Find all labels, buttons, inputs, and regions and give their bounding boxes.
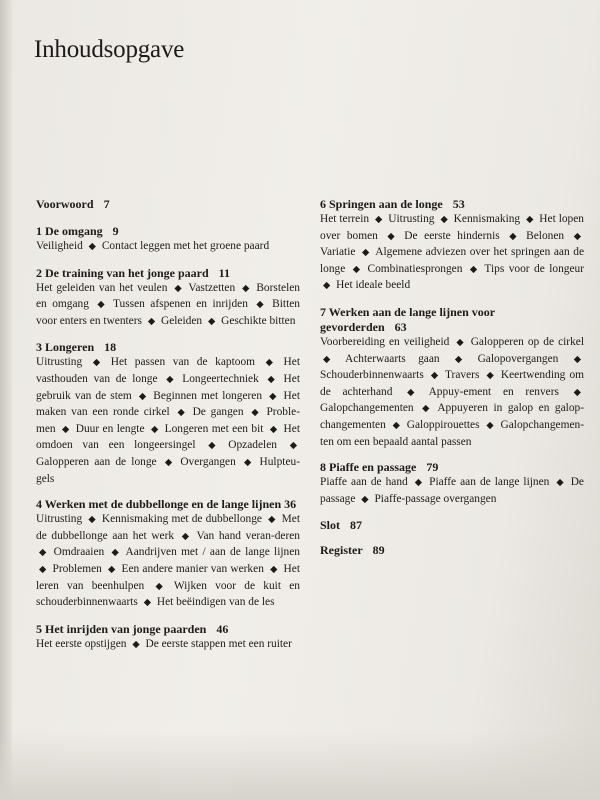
toc-entry-topics: Veiligheid ◆ Contact leggen met het groene paard xyxy=(36,239,300,256)
diamond-separator-icon: ◆ xyxy=(440,215,448,225)
toc-entry-page: 89 xyxy=(372,543,385,558)
toc-entry-chapter-1 xyxy=(36,224,300,256)
diamond-separator-icon: ◆ xyxy=(486,420,494,431)
toc-entry-chapter-6 xyxy=(320,197,584,295)
toc-entry-title: 1 De omgang xyxy=(36,224,103,238)
diamond-separator-icon: ◆ xyxy=(92,358,101,369)
diamond-separator-icon: ◆ xyxy=(323,281,331,292)
toc-entry-chapter-7 xyxy=(320,305,584,450)
toc-entry-title: 4 Werken met de dubbellonge en de lange lijnen 36 xyxy=(36,497,297,512)
toc-entry-chapter-4 xyxy=(36,497,300,612)
diamond-separator-icon: ◆ xyxy=(454,354,463,365)
toc-right-column xyxy=(320,197,584,568)
diamond-separator-icon: ◆ xyxy=(208,441,216,452)
diamond-separator-icon: ◆ xyxy=(251,408,259,419)
toc-entry-topics: Het terrein ◆ Uitrusting ◆ Kennismaking ◆ Het lopen over bomen ◆ De eerste hindernis ◆ Belonen ◆ Variatie ◆ Algemene adviezen over het springen aan de longe ◆ Combinatiesprongen ◆ Tips voor de longeur ◆ Het ideale beeld xyxy=(320,212,584,295)
toc-entry-page: 11 xyxy=(218,265,231,280)
toc-entry-page: 79 xyxy=(426,460,439,475)
diamond-separator-icon: ◆ xyxy=(407,387,415,398)
diamond-separator-icon: ◆ xyxy=(573,231,582,242)
toc-entry-title: 2 De training van het jonge paard xyxy=(36,265,209,280)
toc-entry-chapter-5 xyxy=(36,622,300,654)
diamond-separator-icon: ◆ xyxy=(244,457,252,468)
toc-entry-page: 63 xyxy=(394,319,407,334)
diamond-separator-icon: ◆ xyxy=(392,420,400,431)
diamond-separator-icon: ◆ xyxy=(147,316,156,327)
diamond-separator-icon: ◆ xyxy=(430,371,439,382)
diamond-separator-icon: ◆ xyxy=(181,531,190,542)
diamond-separator-icon: ◆ xyxy=(177,408,185,419)
toc-entry-topics: Piaffe aan de hand ◆ Piaffe aan de lange lijnen ◆ De passage ◆ Piaffe-passage overgangen xyxy=(320,475,584,508)
diamond-separator-icon: ◆ xyxy=(265,358,273,369)
diamond-separator-icon: ◆ xyxy=(268,515,276,526)
toc-entry-topics: Het eerste opstijgen ◆ De eerste stappen met een ruiter xyxy=(36,637,300,654)
page-binding-shadow xyxy=(0,0,12,800)
diamond-separator-icon: ◆ xyxy=(362,248,370,259)
toc-entry-chapter-2 xyxy=(36,266,300,331)
diamond-separator-icon: ◆ xyxy=(573,354,581,365)
diamond-separator-icon: ◆ xyxy=(256,300,264,311)
diamond-separator-icon: ◆ xyxy=(375,215,383,225)
diamond-separator-icon: ◆ xyxy=(509,231,517,242)
diamond-separator-icon: ◆ xyxy=(526,215,534,225)
toc-entry-page: 87 xyxy=(350,518,363,533)
diamond-separator-icon: ◆ xyxy=(422,404,430,415)
diamond-separator-icon: ◆ xyxy=(174,283,182,294)
toc-entry-topics: Voorbereiding en veiligheid ◆ Galopperen op de cirkel ◆ Achterwaarts gaan ◆ Galopovergangen ◆ Schouderbinnenwaarts ◆ Travers ◆ Keertwending om de achterhand ◆ Appuy-ement en renvers ◆ Galopchangementen ◆ Appuyeren in galop en galop-changementen ◆ Galoppirouettes ◆ Galopchangemen-ten om een bepaald aantal passen xyxy=(320,335,585,448)
diamond-separator-icon: ◆ xyxy=(150,424,159,435)
toc-entry-register xyxy=(320,543,584,558)
diamond-separator-icon: ◆ xyxy=(39,548,47,559)
toc-entry-page: 53 xyxy=(452,197,465,211)
diamond-separator-icon: ◆ xyxy=(132,639,140,650)
diamond-separator-icon: ◆ xyxy=(164,457,173,468)
page-bottom-shadow xyxy=(0,730,600,800)
toc-entry-title: 8 Piaffe en passage xyxy=(320,460,417,475)
diamond-separator-icon: ◆ xyxy=(269,391,277,402)
diamond-separator-icon: ◆ xyxy=(352,264,361,275)
toc-entry-chapter-3 xyxy=(36,340,300,487)
diamond-separator-icon: ◆ xyxy=(414,478,423,489)
toc-entry-page: 9 xyxy=(112,224,119,238)
diamond-separator-icon: ◆ xyxy=(242,283,250,294)
toc-entry-title: 5 Het inrijden van jonge paarden xyxy=(36,621,207,636)
toc-left-column xyxy=(36,197,300,663)
diamond-separator-icon: ◆ xyxy=(270,564,278,575)
page-title: Inhoudsopgave xyxy=(34,36,185,63)
toc-entry-title: Slot xyxy=(320,518,341,533)
diamond-separator-icon: ◆ xyxy=(267,374,275,385)
toc-entry-page: 46 xyxy=(216,621,229,636)
toc-entry-chapter-8 xyxy=(320,460,584,508)
diamond-separator-icon: ◆ xyxy=(39,564,47,575)
toc-entry-title: 6 Springen aan de longe xyxy=(320,197,443,211)
toc-entry-title: 3 Longeren xyxy=(36,340,95,355)
diamond-separator-icon: ◆ xyxy=(469,264,478,275)
diamond-separator-icon: ◆ xyxy=(556,478,564,489)
diamond-separator-icon: ◆ xyxy=(269,424,278,435)
diamond-separator-icon: ◆ xyxy=(108,564,116,575)
diamond-separator-icon: ◆ xyxy=(573,387,581,398)
diamond-separator-icon: ◆ xyxy=(166,374,174,385)
toc-entry-title: Register xyxy=(320,543,363,558)
diamond-separator-icon: ◆ xyxy=(88,242,96,252)
diamond-separator-icon: ◆ xyxy=(138,391,147,402)
diamond-separator-icon: ◆ xyxy=(97,300,105,311)
diamond-separator-icon: ◆ xyxy=(456,337,464,348)
toc-entry-slot xyxy=(320,518,584,533)
diamond-separator-icon: ◆ xyxy=(88,515,96,526)
diamond-separator-icon: ◆ xyxy=(155,581,163,592)
diamond-separator-icon: ◆ xyxy=(62,424,70,435)
toc-entry-page: 18 xyxy=(104,340,117,355)
diamond-separator-icon: ◆ xyxy=(387,231,395,242)
diamond-separator-icon: ◆ xyxy=(143,598,152,609)
diamond-separator-icon: ◆ xyxy=(289,441,297,452)
diamond-separator-icon: ◆ xyxy=(361,494,369,505)
toc-entry-page: 7 xyxy=(103,197,110,211)
diamond-separator-icon: ◆ xyxy=(111,548,119,559)
toc-entry-title: Voorwoord xyxy=(36,197,94,211)
diamond-separator-icon: ◆ xyxy=(323,354,331,365)
toc-entry-topics: Uitrusting ◆ Het passen van de kaptoom ◆ Het vasthouden van de longe ◆ Longeertechniek ◆ Het gebruik van de stem ◆ Beginnen met longeren ◆ Het maken van een ronde cirkel ◆ De gangen ◆ Proble-men ◆ Duur en lengte ◆ Longeren met een bit ◆ Het omdoen van een longeersingel ◆ Opzadelen ◆ Galopperen aan de longe ◆ Overgangen ◆ Hulpteu-gels xyxy=(36,356,301,485)
toc-entry-title: 7 Werken aan de lange lijnen voor gevorderden xyxy=(320,304,495,334)
diamond-separator-icon: ◆ xyxy=(486,371,494,382)
diamond-separator-icon: ◆ xyxy=(207,316,216,327)
toc-entry-topics: Uitrusting ◆ Kennismaking met de dubbellonge ◆ Met de dubbellonge aan het werk ◆ Van hand veran-deren ◆ Omdraaien ◆ Aandrijven met / aan de lange lijnen ◆ Problemen ◆ Een andere manier van werken ◆ Het leren van beenhulpen ◆ Wijken voor de kuit en schouderbinnenwaarts ◆ Het beëindigen van de les xyxy=(36,512,300,612)
toc-entry-topics: Het geleiden van het veulen ◆ Vastzetten ◆ Borstelen en omgang ◆ Tussen afspenen en inrijden ◆ Bitten voor enters en twenters ◆ Geleiden ◆ Geschikte bitten xyxy=(36,281,300,331)
toc-entry-voorwoord xyxy=(36,197,300,212)
